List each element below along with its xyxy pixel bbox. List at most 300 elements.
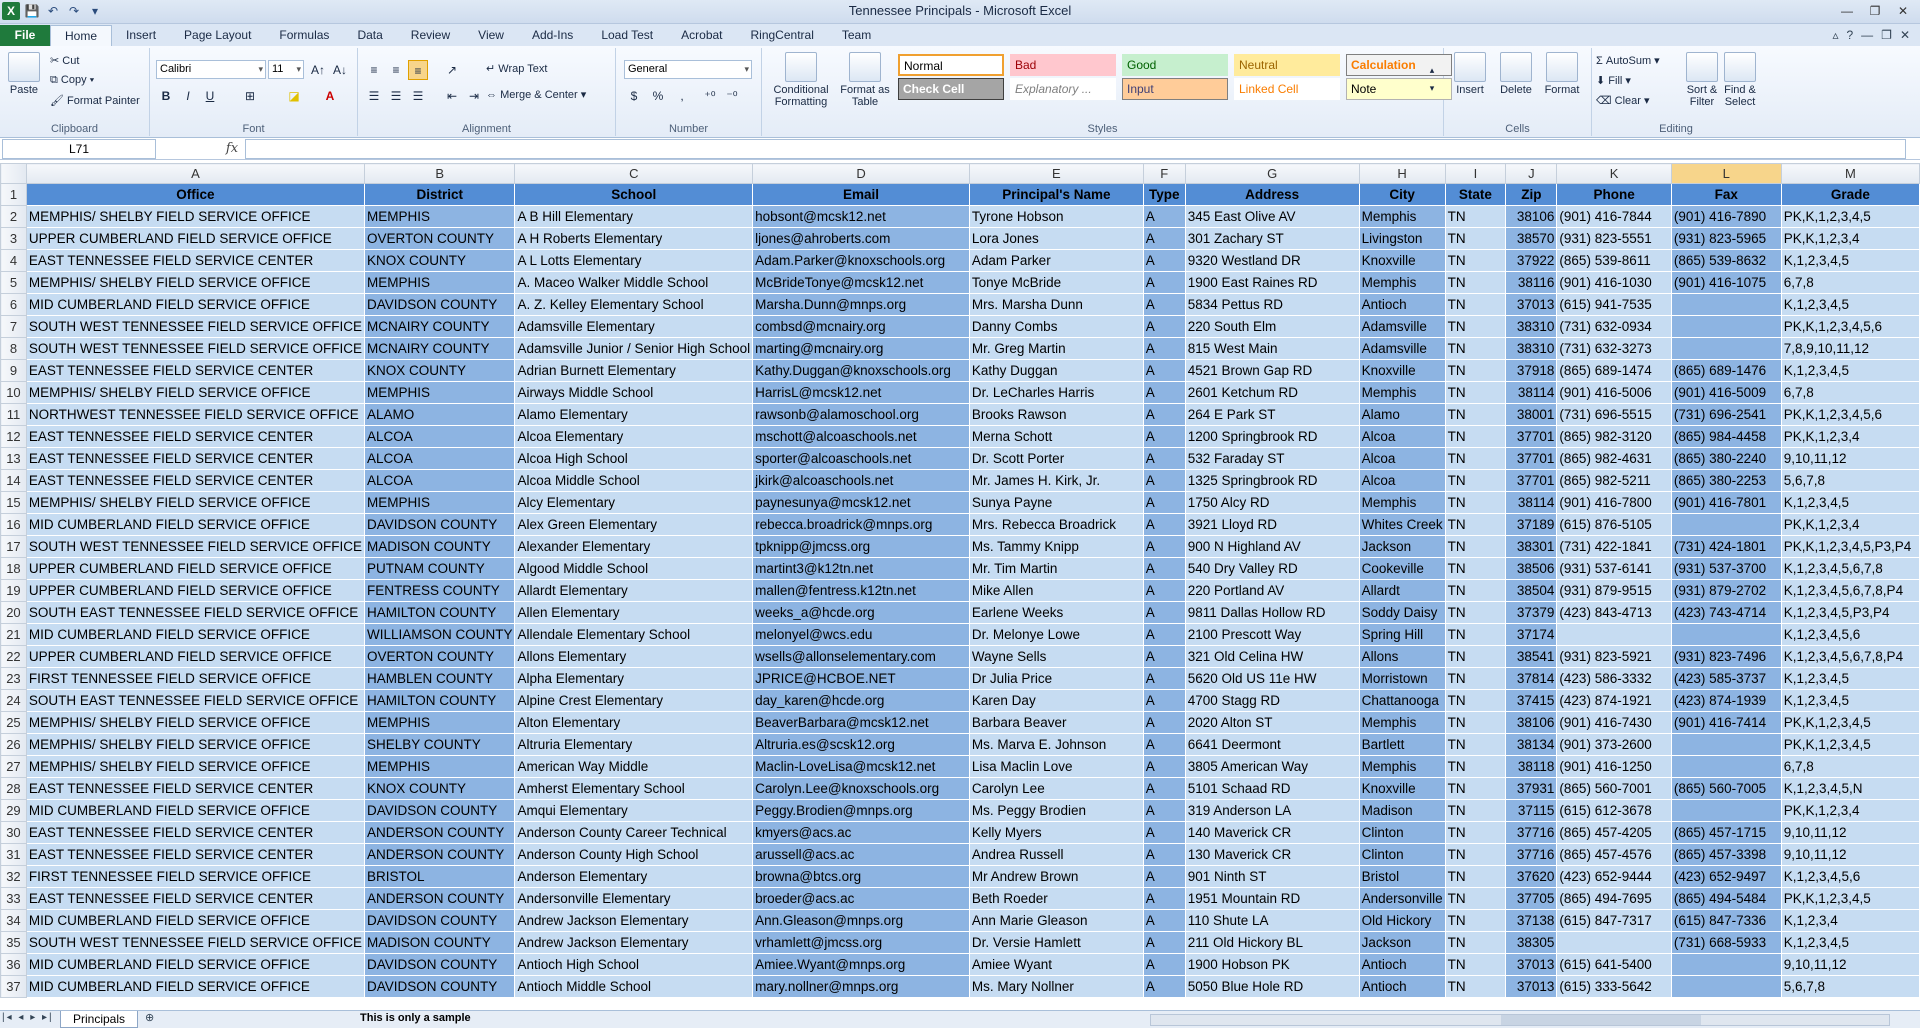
cell-j[interactable]: 37620 [1506, 866, 1557, 888]
cell-d[interactable]: sporter@alcoaschools.net [753, 448, 970, 470]
cell-m[interactable]: K,1,2,3,4,5 [1781, 690, 1919, 712]
cell-a[interactable]: EAST TENNESSEE FIELD SERVICE CENTER [26, 360, 364, 382]
cell-f[interactable]: A [1143, 932, 1185, 954]
cell-d[interactable]: rebecca.broadrick@mnps.org [753, 514, 970, 536]
cell-l[interactable]: (865) 457-3398 [1671, 844, 1781, 866]
cell-b[interactable]: OVERTON COUNTY [364, 228, 515, 250]
currency-button[interactable]: $ [630, 89, 638, 103]
cell-g[interactable]: 140 Maverick CR [1185, 822, 1359, 844]
cell-i[interactable]: TN [1445, 888, 1506, 910]
cell-k[interactable] [1557, 932, 1671, 954]
gallery-up-icon[interactable]: ▴ [1429, 65, 1435, 75]
cell-d[interactable]: Carolyn.Lee@knoxschools.org [753, 778, 970, 800]
row-header[interactable]: 26 [1, 734, 27, 756]
cell-c[interactable]: Alcoa High School [515, 448, 753, 470]
cell-c[interactable]: Amqui Elementary [515, 800, 753, 822]
cell-g[interactable]: 4700 Stagg RD [1185, 690, 1359, 712]
cell-f[interactable]: A [1143, 668, 1185, 690]
column-title-cell[interactable]: Email [753, 184, 970, 206]
cell-i[interactable]: TN [1445, 910, 1506, 932]
cell-a[interactable]: MID CUMBERLAND FIELD SERVICE OFFICE [26, 624, 364, 646]
cell-e[interactable]: Dr. Melonye Lowe [969, 624, 1143, 646]
cell-l[interactable]: (901) 416-7414 [1671, 712, 1781, 734]
cell-a[interactable]: MID CUMBERLAND FIELD SERVICE OFFICE [26, 800, 364, 822]
cell-j[interactable]: 37931 [1506, 778, 1557, 800]
tab-insert[interactable]: Insert [126, 28, 157, 42]
cell-m[interactable]: K,1,2,3,4,5 [1781, 250, 1919, 272]
cell-j[interactable]: 38106 [1506, 712, 1557, 734]
increase-indent-icon[interactable]: ⇥ [468, 89, 480, 103]
cell-m[interactable]: K,1,2,3,4,5,N [1781, 778, 1919, 800]
cell-l[interactable]: (865) 457-1715 [1671, 822, 1781, 844]
style-check-cell[interactable]: Check Cell [898, 78, 1004, 100]
cell-g[interactable]: 220 Portland AV [1185, 580, 1359, 602]
tab-data[interactable]: Data [357, 28, 383, 42]
cell-j[interactable]: 37379 [1506, 602, 1557, 624]
cell-i[interactable]: TN [1445, 492, 1506, 514]
cell-m[interactable]: PK,K,1,2,3,4 [1781, 228, 1919, 250]
cell-e[interactable]: Lisa Maclin Love [969, 756, 1143, 778]
column-title-cell[interactable]: Type [1143, 184, 1185, 206]
cell-j[interactable]: 38570 [1506, 228, 1557, 250]
row-header[interactable]: 24 [1, 690, 27, 712]
cell-g[interactable]: 345 East Olive AV [1185, 206, 1359, 228]
cell-f[interactable]: A [1143, 250, 1185, 272]
cell-m[interactable]: PK,K,1,2,3,4,5 [1781, 734, 1919, 756]
row-header[interactable]: 33 [1, 888, 27, 910]
cell-e[interactable]: Mike Allen [969, 580, 1143, 602]
row-header[interactable]: 30 [1, 822, 27, 844]
minimize-icon[interactable]: — [1841, 4, 1853, 18]
cell-j[interactable]: 37922 [1506, 250, 1557, 272]
save-icon[interactable]: 💾 [24, 4, 40, 18]
row-header[interactable]: 11 [1, 404, 27, 426]
cell-l[interactable]: (865) 380-2253 [1671, 470, 1781, 492]
cell-d[interactable]: combsd@mcnairy.org [753, 316, 970, 338]
cell-g[interactable]: 264 E Park ST [1185, 404, 1359, 426]
gallery-down-icon[interactable]: ▾ [1429, 83, 1435, 93]
cell-i[interactable]: TN [1445, 448, 1506, 470]
fill-color-icon[interactable]: ◪ [288, 89, 300, 103]
find-select-button[interactable]: Find & Select [1722, 52, 1758, 108]
style-bad[interactable]: Bad [1010, 54, 1116, 76]
column-header-m[interactable]: M [1781, 164, 1919, 184]
cell-b[interactable]: MEMPHIS [364, 206, 515, 228]
cell-c[interactable]: Andrew Jackson Elementary [515, 932, 753, 954]
cell-b[interactable]: MCNAIRY COUNTY [364, 338, 515, 360]
row-header[interactable]: 32 [1, 866, 27, 888]
cell-f[interactable]: A [1143, 690, 1185, 712]
cell-j[interactable]: 37115 [1506, 800, 1557, 822]
cell-h[interactable]: Jackson [1359, 536, 1445, 558]
cell-h[interactable]: Spring Hill [1359, 624, 1445, 646]
cell-f[interactable]: A [1143, 778, 1185, 800]
align-left-icon[interactable]: ☰ [368, 89, 380, 103]
cell-m[interactable]: 6,7,8 [1781, 272, 1919, 294]
cell-g[interactable]: 1951 Mountain RD [1185, 888, 1359, 910]
cell-b[interactable]: MADISON COUNTY [364, 536, 515, 558]
cell-f[interactable]: A [1143, 976, 1185, 998]
cell-g[interactable]: 1900 East Raines RD [1185, 272, 1359, 294]
borders-icon[interactable]: ⊞ [244, 89, 256, 103]
cell-j[interactable]: 37138 [1506, 910, 1557, 932]
row-header[interactable]: 28 [1, 778, 27, 800]
cell-g[interactable]: 130 Maverick CR [1185, 844, 1359, 866]
cell-a[interactable]: MEMPHIS/ SHELBY FIELD SERVICE OFFICE [26, 712, 364, 734]
cell-e[interactable]: Mr Andrew Brown [969, 866, 1143, 888]
cell-f[interactable]: A [1143, 338, 1185, 360]
cell-i[interactable]: TN [1445, 404, 1506, 426]
cell-k[interactable]: (931) 823-5551 [1557, 228, 1671, 250]
row-header[interactable]: 14 [1, 470, 27, 492]
cell-b[interactable]: MCNAIRY COUNTY [364, 316, 515, 338]
cell-h[interactable]: Clinton [1359, 844, 1445, 866]
cell-d[interactable]: Marsha.Dunn@mnps.org [753, 294, 970, 316]
cell-j[interactable]: 38116 [1506, 272, 1557, 294]
cell-a[interactable]: SOUTH EAST TENNESSEE FIELD SERVICE OFFICE [26, 602, 364, 624]
cell-f[interactable]: A [1143, 888, 1185, 910]
cell-i[interactable]: TN [1445, 690, 1506, 712]
cell-f[interactable]: A [1143, 712, 1185, 734]
cell-d[interactable]: jkirk@alcoaschools.net [753, 470, 970, 492]
cell-a[interactable]: SOUTH WEST TENNESSEE FIELD SERVICE OFFICE [26, 338, 364, 360]
cell-d[interactable]: hobsont@mcsk12.net [753, 206, 970, 228]
cell-c[interactable]: Anderson County Career Technical [515, 822, 753, 844]
underline-button[interactable]: U [205, 89, 215, 103]
cell-i[interactable]: TN [1445, 866, 1506, 888]
cell-k[interactable]: (931) 537-6141 [1557, 558, 1671, 580]
cell-d[interactable]: day_karen@hcde.org [753, 690, 970, 712]
cell-j[interactable]: 38114 [1506, 492, 1557, 514]
cell-l[interactable] [1671, 316, 1781, 338]
cell-j[interactable]: 37189 [1506, 514, 1557, 536]
restore-icon[interactable]: ❐ [1869, 4, 1881, 18]
cell-a[interactable]: MEMPHIS/ SHELBY FIELD SERVICE OFFICE [26, 734, 364, 756]
cell-f[interactable]: A [1143, 448, 1185, 470]
cell-c[interactable]: Alcoa Middle School [515, 470, 753, 492]
cell-a[interactable]: FIRST TENNESSEE FIELD SERVICE OFFICE [26, 866, 364, 888]
cell-a[interactable]: MEMPHIS/ SHELBY FIELD SERVICE OFFICE [26, 206, 364, 228]
cell-b[interactable]: MEMPHIS [364, 382, 515, 404]
cell-b[interactable]: ALAMO [364, 404, 515, 426]
column-header-l[interactable]: L [1671, 164, 1781, 184]
cell-g[interactable]: 1900 Hobson PK [1185, 954, 1359, 976]
tab-view[interactable]: View [478, 28, 504, 42]
cell-j[interactable]: 37716 [1506, 844, 1557, 866]
cell-f[interactable]: A [1143, 272, 1185, 294]
cell-c[interactable]: Alamo Elementary [515, 404, 753, 426]
tab-load-test[interactable]: Load Test [601, 28, 654, 42]
clear-button[interactable]: ⌫ Clear ▾ [1596, 95, 1650, 107]
cell-j[interactable]: 37716 [1506, 822, 1557, 844]
cell-m[interactable]: PK,K,1,2,3,4 [1781, 426, 1919, 448]
cell-e[interactable]: Dr Julia Price [969, 668, 1143, 690]
cell-c[interactable]: Adrian Burnett Elementary [515, 360, 753, 382]
cell-l[interactable]: (931) 823-5965 [1671, 228, 1781, 250]
style-normal[interactable]: Normal [898, 54, 1004, 76]
cell-a[interactable]: UPPER CUMBERLAND FIELD SERVICE OFFICE [26, 646, 364, 668]
column-title-cell[interactable]: State [1445, 184, 1506, 206]
cell-d[interactable]: rawsonb@alamoschool.org [753, 404, 970, 426]
cell-a[interactable]: MID CUMBERLAND FIELD SERVICE OFFICE [26, 514, 364, 536]
cell-j[interactable]: 37013 [1506, 294, 1557, 316]
column-header-i[interactable]: I [1445, 164, 1506, 184]
cell-i[interactable]: TN [1445, 228, 1506, 250]
cell-a[interactable]: MEMPHIS/ SHELBY FIELD SERVICE OFFICE [26, 272, 364, 294]
cell-f[interactable]: A [1143, 228, 1185, 250]
row-header[interactable]: 5 [1, 272, 27, 294]
cell-e[interactable]: Kathy Duggan [969, 360, 1143, 382]
row-header[interactable]: 23 [1, 668, 27, 690]
cell-c[interactable]: Antioch High School [515, 954, 753, 976]
cell-g[interactable]: 6641 Deermont [1185, 734, 1359, 756]
cell-e[interactable]: Adam Parker [969, 250, 1143, 272]
column-header-c[interactable]: C [515, 164, 753, 184]
cell-f[interactable]: A [1143, 580, 1185, 602]
cell-a[interactable]: MEMPHIS/ SHELBY FIELD SERVICE OFFICE [26, 756, 364, 778]
cell-m[interactable]: 9,10,11,12 [1781, 822, 1919, 844]
column-title-cell[interactable]: School [515, 184, 753, 206]
tab-ringcentral[interactable]: RingCentral [750, 28, 814, 42]
cell-d[interactable]: Kathy.Duggan@knoxschools.org [753, 360, 970, 382]
minimize-ribbon-icon[interactable]: ▵ [1832, 28, 1839, 42]
cell-l[interactable]: (931) 537-3700 [1671, 558, 1781, 580]
cell-b[interactable]: MEMPHIS [364, 272, 515, 294]
row-header[interactable]: 36 [1, 954, 27, 976]
cell-m[interactable]: K,1,2,3,4 [1781, 910, 1919, 932]
column-title-cell[interactable]: Principal's Name [969, 184, 1143, 206]
cell-f[interactable]: A [1143, 844, 1185, 866]
cell-b[interactable]: MEMPHIS [364, 492, 515, 514]
cell-d[interactable]: martint3@k12tn.net [753, 558, 970, 580]
cell-m[interactable]: K,1,2,3,4,5 [1781, 492, 1919, 514]
cell-h[interactable]: Bartlett [1359, 734, 1445, 756]
cell-d[interactable]: Peggy.Brodien@mnps.org [753, 800, 970, 822]
delete-cells-button[interactable]: Delete [1496, 52, 1536, 96]
cell-c[interactable]: Adamsville Junior / Senior High School [515, 338, 753, 360]
row-header[interactable]: 27 [1, 756, 27, 778]
cell-h[interactable]: Alcoa [1359, 426, 1445, 448]
align-top-icon[interactable]: ≡ [370, 63, 378, 77]
cell-i[interactable]: TN [1445, 976, 1506, 998]
cell-e[interactable]: Andrea Russell [969, 844, 1143, 866]
cell-k[interactable]: (615) 612-3678 [1557, 800, 1671, 822]
cell-d[interactable]: paynesunya@mcsk12.net [753, 492, 970, 514]
tab-file[interactable]: File [0, 25, 50, 46]
cell-h[interactable]: Antioch [1359, 294, 1445, 316]
align-right-icon[interactable]: ☰ [412, 89, 424, 103]
cell-l[interactable]: (615) 847-7336 [1671, 910, 1781, 932]
cell-c[interactable]: A. Maceo Walker Middle School [515, 272, 753, 294]
align-center-icon[interactable]: ☰ [390, 89, 402, 103]
italic-button[interactable]: I [186, 89, 190, 103]
column-header-a[interactable]: A [26, 164, 364, 184]
align-middle-icon[interactable]: ≡ [392, 63, 400, 77]
cell-m[interactable]: 9,10,11,12 [1781, 448, 1919, 470]
cell-l[interactable] [1671, 976, 1781, 998]
tab-team[interactable]: Team [841, 28, 872, 42]
cell-k[interactable]: (865) 539-8611 [1557, 250, 1671, 272]
cell-e[interactable]: Mr. Greg Martin [969, 338, 1143, 360]
cell-c[interactable]: Altruria Elementary [515, 734, 753, 756]
row-header[interactable]: 6 [1, 294, 27, 316]
cell-d[interactable]: melonyel@wcs.edu [753, 624, 970, 646]
cell-b[interactable]: ANDERSON COUNTY [364, 844, 515, 866]
cell-g[interactable]: 9811 Dallas Hollow RD [1185, 602, 1359, 624]
cell-g[interactable]: 5834 Pettus RD [1185, 294, 1359, 316]
cell-a[interactable]: UPPER CUMBERLAND FIELD SERVICE OFFICE [26, 228, 364, 250]
merge-center-button[interactable]: ⇔ Merge & Center ▾ [486, 89, 587, 101]
column-header-g[interactable]: G [1185, 164, 1359, 184]
cell-b[interactable]: PUTNAM COUNTY [364, 558, 515, 580]
cell-b[interactable]: DAVIDSON COUNTY [364, 800, 515, 822]
cell-f[interactable]: A [1143, 470, 1185, 492]
cell-b[interactable]: HAMBLEN COUNTY [364, 668, 515, 690]
cell-h[interactable]: Adamsville [1359, 338, 1445, 360]
cell-m[interactable]: 5,6,7,8 [1781, 976, 1919, 998]
cell-i[interactable]: TN [1445, 536, 1506, 558]
cell-b[interactable]: WILLIAMSON COUNTY [364, 624, 515, 646]
cell-k[interactable]: (423) 874-1921 [1557, 690, 1671, 712]
cell-i[interactable]: TN [1445, 426, 1506, 448]
column-header-d[interactable]: D [753, 164, 970, 184]
cell-i[interactable]: TN [1445, 668, 1506, 690]
name-box[interactable]: L71 [2, 139, 156, 159]
cell-m[interactable]: 9,10,11,12 [1781, 954, 1919, 976]
tab-acrobat[interactable]: Acrobat [681, 28, 723, 42]
cell-g[interactable]: 301 Zachary ST [1185, 228, 1359, 250]
cell-a[interactable]: MID CUMBERLAND FIELD SERVICE OFFICE [26, 294, 364, 316]
cell-k[interactable]: (615) 876-5105 [1557, 514, 1671, 536]
cell-m[interactable]: K,1,2,3,4,5 [1781, 360, 1919, 382]
cell-g[interactable]: 1750 Alcy RD [1185, 492, 1359, 514]
cell-d[interactable]: vrhamlett@jmcss.org [753, 932, 970, 954]
cell-b[interactable]: SHELBY COUNTY [364, 734, 515, 756]
percent-button[interactable]: % [652, 89, 664, 103]
cell-e[interactable]: Dr. Versie Hamlett [969, 932, 1143, 954]
cell-e[interactable]: Mrs. Rebecca Broadrick [969, 514, 1143, 536]
cell-e[interactable]: Tonye McBride [969, 272, 1143, 294]
cell-g[interactable]: 2100 Prescott Way [1185, 624, 1359, 646]
cell-d[interactable]: McBrideTonye@mcsk12.net [753, 272, 970, 294]
cell-k[interactable]: (901) 416-1030 [1557, 272, 1671, 294]
tab-home[interactable]: Home [50, 25, 112, 46]
cell-i[interactable]: TN [1445, 778, 1506, 800]
cell-f[interactable]: A [1143, 404, 1185, 426]
column-title-cell[interactable]: Fax [1671, 184, 1781, 206]
cell-a[interactable]: FIRST TENNESSEE FIELD SERVICE OFFICE [26, 668, 364, 690]
cell-b[interactable]: ANDERSON COUNTY [364, 822, 515, 844]
cell-d[interactable]: Adam.Parker@knoxschools.org [753, 250, 970, 272]
cell-i[interactable]: TN [1445, 624, 1506, 646]
cell-m[interactable]: 9,10,11,12 [1781, 844, 1919, 866]
cell-h[interactable]: Andersonville [1359, 888, 1445, 910]
cell-m[interactable]: 7,8,9,10,11,12 [1781, 338, 1919, 360]
cell-c[interactable]: Allons Elementary [515, 646, 753, 668]
insert-cells-button[interactable]: Insert [1450, 52, 1490, 96]
select-all-corner[interactable] [1, 164, 27, 184]
column-header-h[interactable]: H [1359, 164, 1445, 184]
cell-c[interactable]: Antioch Middle School [515, 976, 753, 998]
comma-button[interactable]: , [680, 89, 684, 103]
cell-e[interactable]: Mrs. Marsha Dunn [969, 294, 1143, 316]
cell-e[interactable]: Ms. Tammy Knipp [969, 536, 1143, 558]
cell-k[interactable]: (901) 416-7844 [1557, 206, 1671, 228]
cell-h[interactable]: Knoxville [1359, 250, 1445, 272]
cell-l[interactable]: (423) 743-4714 [1671, 602, 1781, 624]
cell-h[interactable]: Whites Creek [1359, 514, 1445, 536]
style-good[interactable]: Good [1122, 54, 1228, 76]
cell-l[interactable] [1671, 756, 1781, 778]
cell-g[interactable]: 110 Shute LA [1185, 910, 1359, 932]
cell-d[interactable]: BeaverBarbara@mcsk12.net [753, 712, 970, 734]
decrease-decimal-icon[interactable]: ⁻⁰ [726, 89, 738, 103]
cell-c[interactable]: American Way Middle [515, 756, 753, 778]
cell-k[interactable]: (865) 689-1474 [1557, 360, 1671, 382]
increase-decimal-icon[interactable]: ⁺⁰ [704, 89, 716, 103]
cell-a[interactable]: MID CUMBERLAND FIELD SERVICE OFFICE [26, 910, 364, 932]
cell-k[interactable]: (865) 982-5211 [1557, 470, 1671, 492]
cell-b[interactable]: OVERTON COUNTY [364, 646, 515, 668]
column-title-cell[interactable]: Office [26, 184, 364, 206]
workbook-restore-icon[interactable]: ❐ [1881, 28, 1892, 42]
format-cells-button[interactable]: Format [1542, 52, 1582, 96]
column-title-cell[interactable]: Address [1185, 184, 1359, 206]
cell-h[interactable]: Knoxville [1359, 360, 1445, 382]
help-icon[interactable]: ? [1846, 28, 1854, 42]
cell-j[interactable]: 37415 [1506, 690, 1557, 712]
cell-g[interactable]: 540 Dry Valley RD [1185, 558, 1359, 580]
cell-h[interactable]: Alamo [1359, 404, 1445, 426]
row-header[interactable]: 15 [1, 492, 27, 514]
cell-j[interactable]: 37013 [1506, 976, 1557, 998]
cell-h[interactable]: Allardt [1359, 580, 1445, 602]
cell-d[interactable]: JPRICE@HCBOE.NET [753, 668, 970, 690]
cell-h[interactable]: Antioch [1359, 954, 1445, 976]
column-header-f[interactable]: F [1143, 164, 1185, 184]
wrap-text-button[interactable]: ↵ Wrap Text [486, 63, 548, 75]
cell-g[interactable]: 900 N Highland AV [1185, 536, 1359, 558]
cell-k[interactable]: (731) 422-1841 [1557, 536, 1671, 558]
cell-g[interactable]: 532 Faraday ST [1185, 448, 1359, 470]
style-neutral[interactable]: Neutral [1234, 54, 1340, 76]
cell-j[interactable]: 38114 [1506, 382, 1557, 404]
cell-d[interactable]: Amiee.Wyant@mnps.org [753, 954, 970, 976]
cell-b[interactable]: KNOX COUNTY [364, 360, 515, 382]
cell-h[interactable]: Alcoa [1359, 470, 1445, 492]
cell-f[interactable]: A [1143, 426, 1185, 448]
cell-h[interactable]: Clinton [1359, 822, 1445, 844]
cell-l[interactable]: (865) 984-4458 [1671, 426, 1781, 448]
cell-c[interactable]: Airways Middle School [515, 382, 753, 404]
cell-m[interactable]: K,1,2,3,4,5,6 [1781, 866, 1919, 888]
cell-e[interactable]: Carolyn Lee [969, 778, 1143, 800]
column-title-cell[interactable]: District [364, 184, 515, 206]
cell-a[interactable]: SOUTH WEST TENNESSEE FIELD SERVICE OFFICE [26, 316, 364, 338]
cell-j[interactable]: 37013 [1506, 954, 1557, 976]
cell-e[interactable]: Brooks Rawson [969, 404, 1143, 426]
cell-a[interactable]: EAST TENNESSEE FIELD SERVICE CENTER [26, 448, 364, 470]
cell-k[interactable]: (615) 847-7317 [1557, 910, 1671, 932]
insert-sheet-icon[interactable]: ⊕ [145, 1012, 155, 1024]
cell-b[interactable]: ALCOA [364, 470, 515, 492]
cell-m[interactable]: K,1,2,3,4,5,P3,P4 [1781, 602, 1919, 624]
cell-d[interactable]: tpknipp@jmcss.org [753, 536, 970, 558]
style-input[interactable]: Input [1122, 78, 1228, 100]
cell-k[interactable]: (615) 333-5642 [1557, 976, 1671, 998]
cell-c[interactable]: Allendale Elementary School [515, 624, 753, 646]
cell-b[interactable]: HAMILTON COUNTY [364, 602, 515, 624]
